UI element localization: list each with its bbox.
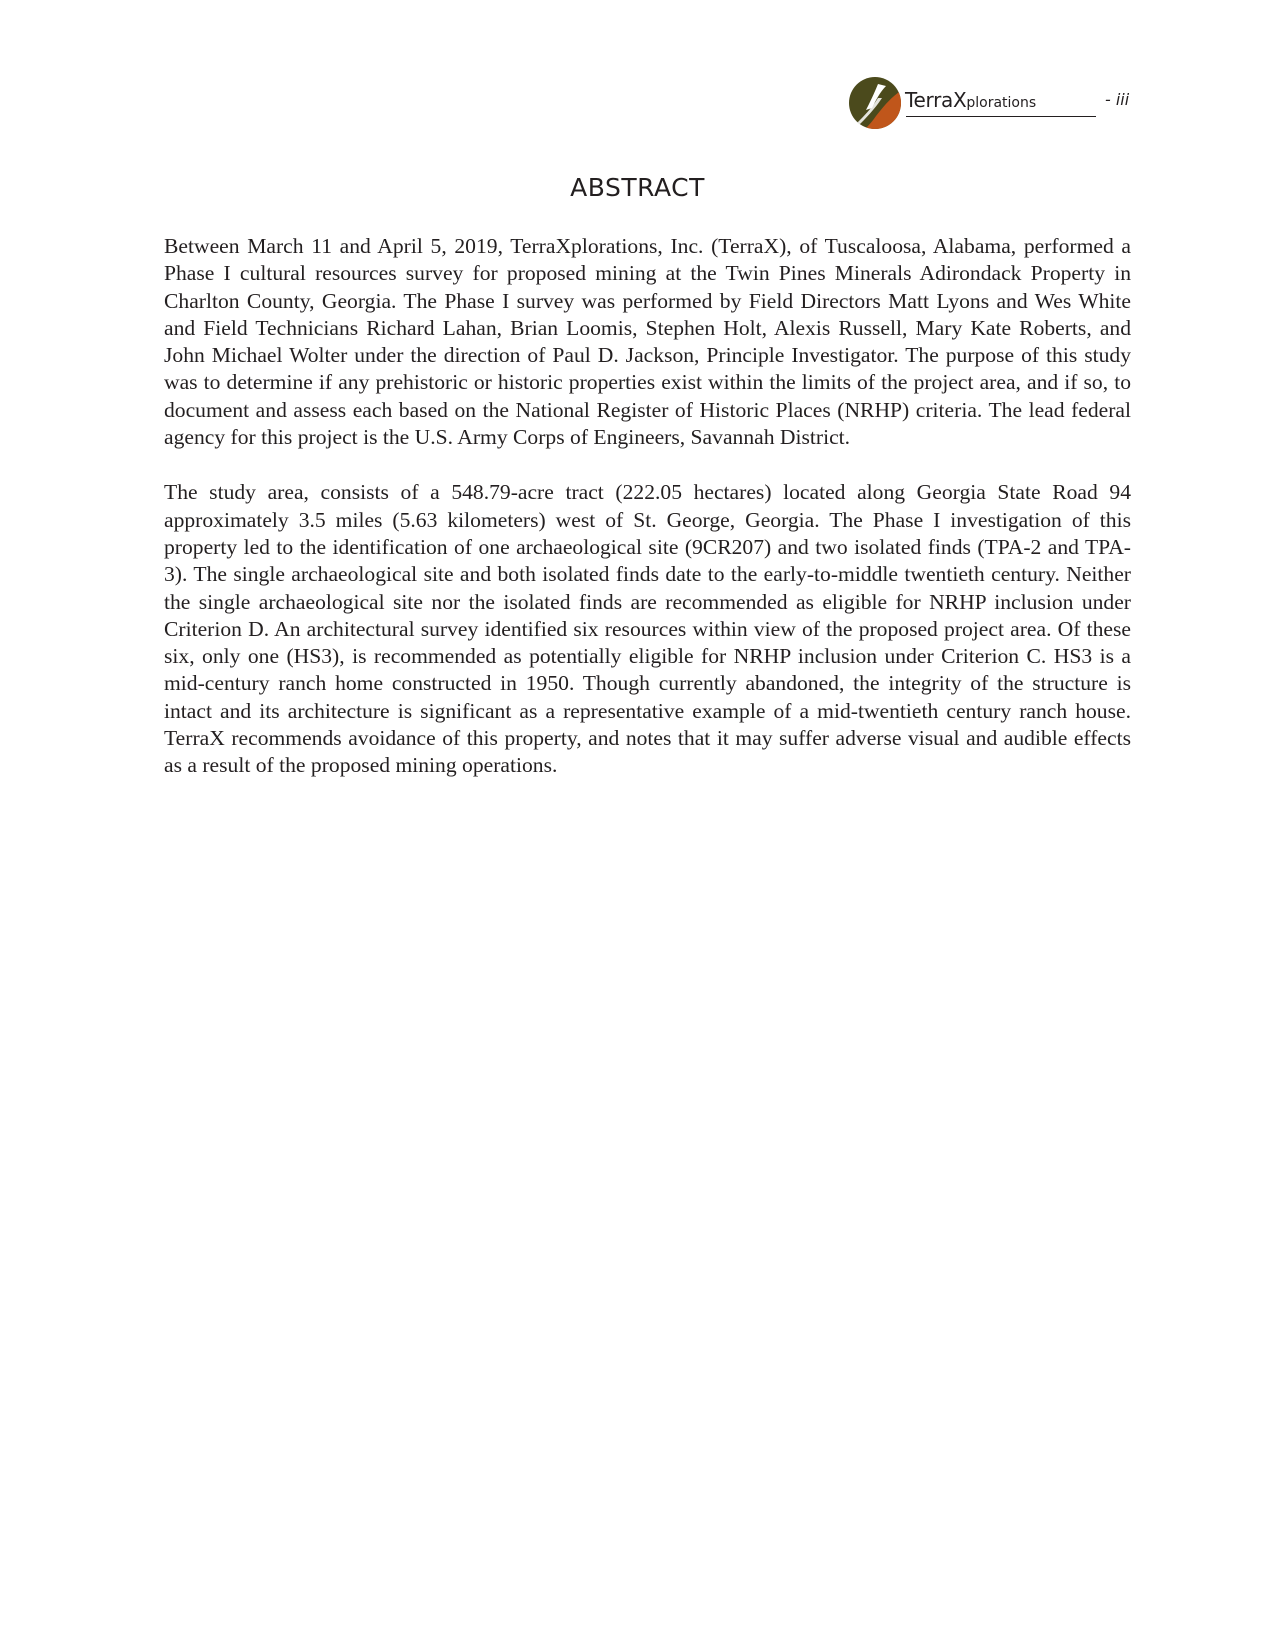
terrax-globe-logo-icon <box>848 76 902 130</box>
logo-xplorations-text: plorations <box>966 95 1037 111</box>
terrax-wordmark <box>905 88 1036 112</box>
abstract-paragraph-1: Between March 11 and April 5, 2019, TerraXplorations, Inc. (TerraX), of Tuscaloosa, Alabama, performed a Phase I cultural resources survey for proposed mining at the Twin Pines Minerals Adirondack Property in Charlton County, Georgia. The Phase I survey was performed by Field Directors Matt Lyons and Wes White and Field Technicians Richard Lahan, Brian Loomis, Stephen Holt, Alexis Russell, Mary Kate Roberts, and John Michael Wolter under the direction of Paul D. Jackson, Principle Investigator. The purpose of this study was to determine if any prehistoric or historic properties exist within the limits of the project area, and if so, to document and assess each based on the National Register of Historic Places (NRHP) criteria. The lead federal agency for this project is the U.S. Army Corps of Engineers, Savannah District. <box>164 234 1131 450</box>
page-header <box>848 76 1130 130</box>
logo-terra-text: TerraX <box>905 88 967 112</box>
abstract-paragraph-2: The study area, consists of a 548.79-acre tract (222.05 hectares) located along Georgia State Road 94 approximately 3.5 miles (5.63 kilometers) west of St. George, Georgia. The Phase I investigation of this property led to the identification of one archaeological site (9CR207) and two isolated finds (TPA-2 and TPA-3). The single archaeological site and both isolated finds date to the early-to-middle twentieth century. Neither the single archaeological site nor the isolated finds are recommended as eligible for NRHP inclusion under Criterion D. An architectural survey identified six resources within view of the proposed project area. Of these six, only one (HS3), is recommended as potentially eligible for NRHP inclusion under Criterion C. HS3 is a mid-century ranch home constructed in 1950. Though currently abandoned, the integrity of the structure is intact and its architecture is significant as a representative example of a mid-twentieth century ranch house. TerraX recommends avoidance of this property, and notes that it may suffer adverse visual and audible effects as a result of the proposed mining operations. <box>164 480 1131 778</box>
page-number: - iii <box>1105 90 1130 109</box>
abstract-body <box>164 233 1131 808</box>
header-rule <box>906 116 1096 117</box>
page-title: ABSTRACT <box>570 173 705 202</box>
